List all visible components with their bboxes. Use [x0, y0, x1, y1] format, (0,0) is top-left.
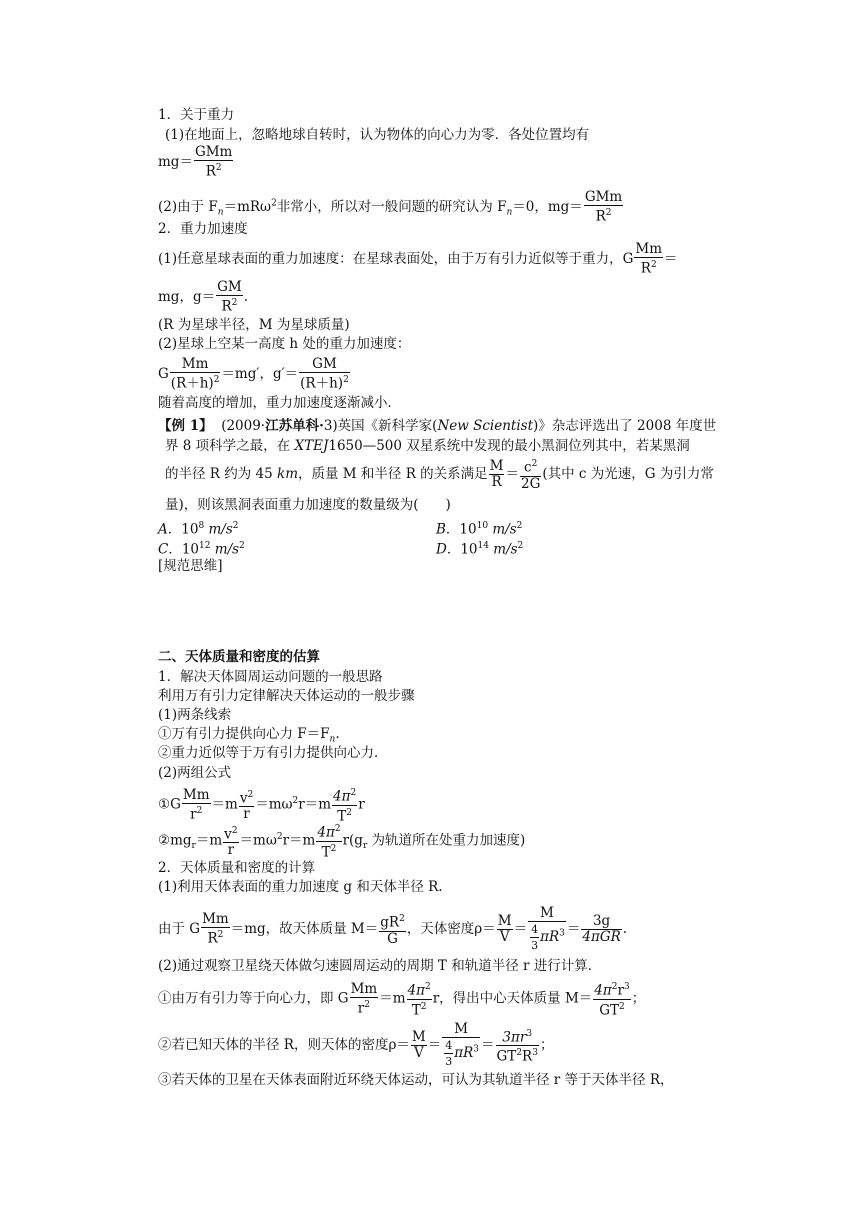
para-accel-2: (2)星球上空某一高度 h 处的重力加速度：: [158, 336, 411, 352]
formula-density-1: 由于 G $\frac{Mm}{R^2}$ ＝mg，故天体质量 M＝ $\frac{gR^2}{G}$ ，天体密度ρ＝ $\frac{M}{V}$ ＝ M $\frac{4}{3}$ $\pi R^3$ ＝ 3g 4πGR .: [158, 905, 628, 952]
example-line-3: 的半径 R 约为 45 km，质量 M 和半径 R 的关系满足 $\frac{M}{R}$ ＝ $\frac{c^2}{2G}$ (其中 c 为光速，G 为引力常: [165, 457, 714, 492]
formula-mass-2: ①由万有引力等于向心力，即 G $\frac{Mm}{r^2}$ ＝m $\frac{4\pi^2}{T^2}$ r，得出中心天体质量 M＝ $\frac{4\pi^2r^3}{GT^2}$ ；: [158, 980, 646, 1018]
option-d[interactable]: D．$10^{14}$ $m/s^2$: [436, 541, 524, 558]
section-2-title: 二、天体质量和密度的估算: [158, 649, 320, 665]
s2-line-method-1: (1)利用天体表面的重力加速度 g 和天体半径 R.: [158, 879, 443, 895]
fraction-gmm-r2: GMm $R^2$: [194, 144, 233, 180]
para-gravity-1: (1)在地面上，忽略地球自转时，认为物体的向心力为零．各处位置均有: [165, 127, 590, 143]
think-label: [规范思维]: [158, 558, 223, 574]
s2-line-4: ①万有引力提供向心力 $F=F_n$.: [158, 726, 340, 745]
note-r-m: (R 为星球半径，M 为星球质量): [158, 317, 350, 333]
s2-line-1: 1．解决天体圆周运动问题的一般思路: [158, 669, 383, 685]
s2-line-3: (1)两条线索: [158, 707, 232, 723]
s2-line-5: ②重力近似等于万有引力提供向心力．: [158, 745, 388, 761]
heading-gravity-accel: 2．重力加速度: [158, 221, 248, 237]
para-gravity-2: (2)由于 $F_n=mR\omega^2$非常小，所以对一般问题的研究认为 $F_n=0$，mg＝ GMm $R^2$: [158, 189, 623, 225]
formula-set-1: ①G $\frac{Mm}{r^2}$ ＝m $\frac{v^2}{r}$ $=m\omega^2r=m$ $\frac{4\pi^2}{T^2}$ r: [158, 786, 365, 824]
s2-line-method-2: (2)通过观察卫星绕天体做匀速圆周运动的周期 T 和轨道半径 r 进行计算．: [158, 958, 602, 974]
s2-line-2: 利用万有引力定律解决天体运动的一般步骤: [158, 688, 415, 704]
formula-height: G $\frac{Mm}{(R+h)^2}$ ＝mg′，g′＝ $\frac{GM}{(R+h)^2}$: [158, 356, 349, 392]
s2-line-mass: 2．天体质量和密度的计算: [158, 860, 316, 876]
formula-g: mg，g＝ $\frac{GM}{R^2}$ .: [158, 279, 248, 315]
example-line-2: 界 8 项科学之最，在 XTEJ1650—500 双星系统中发现的最小黑洞位列其中，若某黑洞: [165, 438, 690, 454]
example-line-1: 【例 1】 (2009·江苏单科·3)英国《新科学家(New Scientist)》杂志评选出了 2008 年度世: [158, 418, 717, 434]
option-b[interactable]: B．$10^{10}$ $m/s^2$: [436, 521, 523, 538]
s2-line-6: (2)两组公式: [158, 765, 232, 781]
example-line-4: 量)，则该黑洞表面重力加速度的数量级为( ): [165, 497, 451, 513]
para-accel-1: (1)任意星球表面的重力加速度：在星球表面处，由于万有引力近似等于重力，G $\frac{Mm}{R^2}$ ＝: [158, 241, 678, 277]
example-tag: 【例 1】: [158, 418, 213, 434]
formula-density-2: ②若已知天体的半径 R，则天体的密度ρ＝ $\frac{M}{V}$ ＝ M $\frac{4}{3}$ $\pi R^3$ ＝ $\frac{3\pi r^3}{GT^2R^3}$ ；: [158, 1021, 554, 1068]
formula-mg: mg＝ GMm $R^2$: [158, 144, 233, 180]
formula-set-2: $②mg_r=m$ $\frac{v^2}{r}$ $=m\omega^2r=m$ $\frac{4\pi^2}{T^2}$ $r(g_r$ 为轨道所在处重力加速度): [158, 824, 526, 860]
heading-gravity: 1．关于重力: [158, 107, 235, 123]
option-a[interactable]: A．$10^8$ $m/s^2$: [158, 521, 239, 538]
s2-line-last: ③若天体的卫星在天体表面附近环绕天体运动，可认为其轨道半径 r 等于天体半径 R，: [158, 1072, 674, 1088]
option-c[interactable]: C．$10^{12}$ $m/s^2$: [158, 541, 245, 558]
para-accel-3: 随着高度的增加，重力加速度逐渐减小．: [158, 395, 401, 411]
